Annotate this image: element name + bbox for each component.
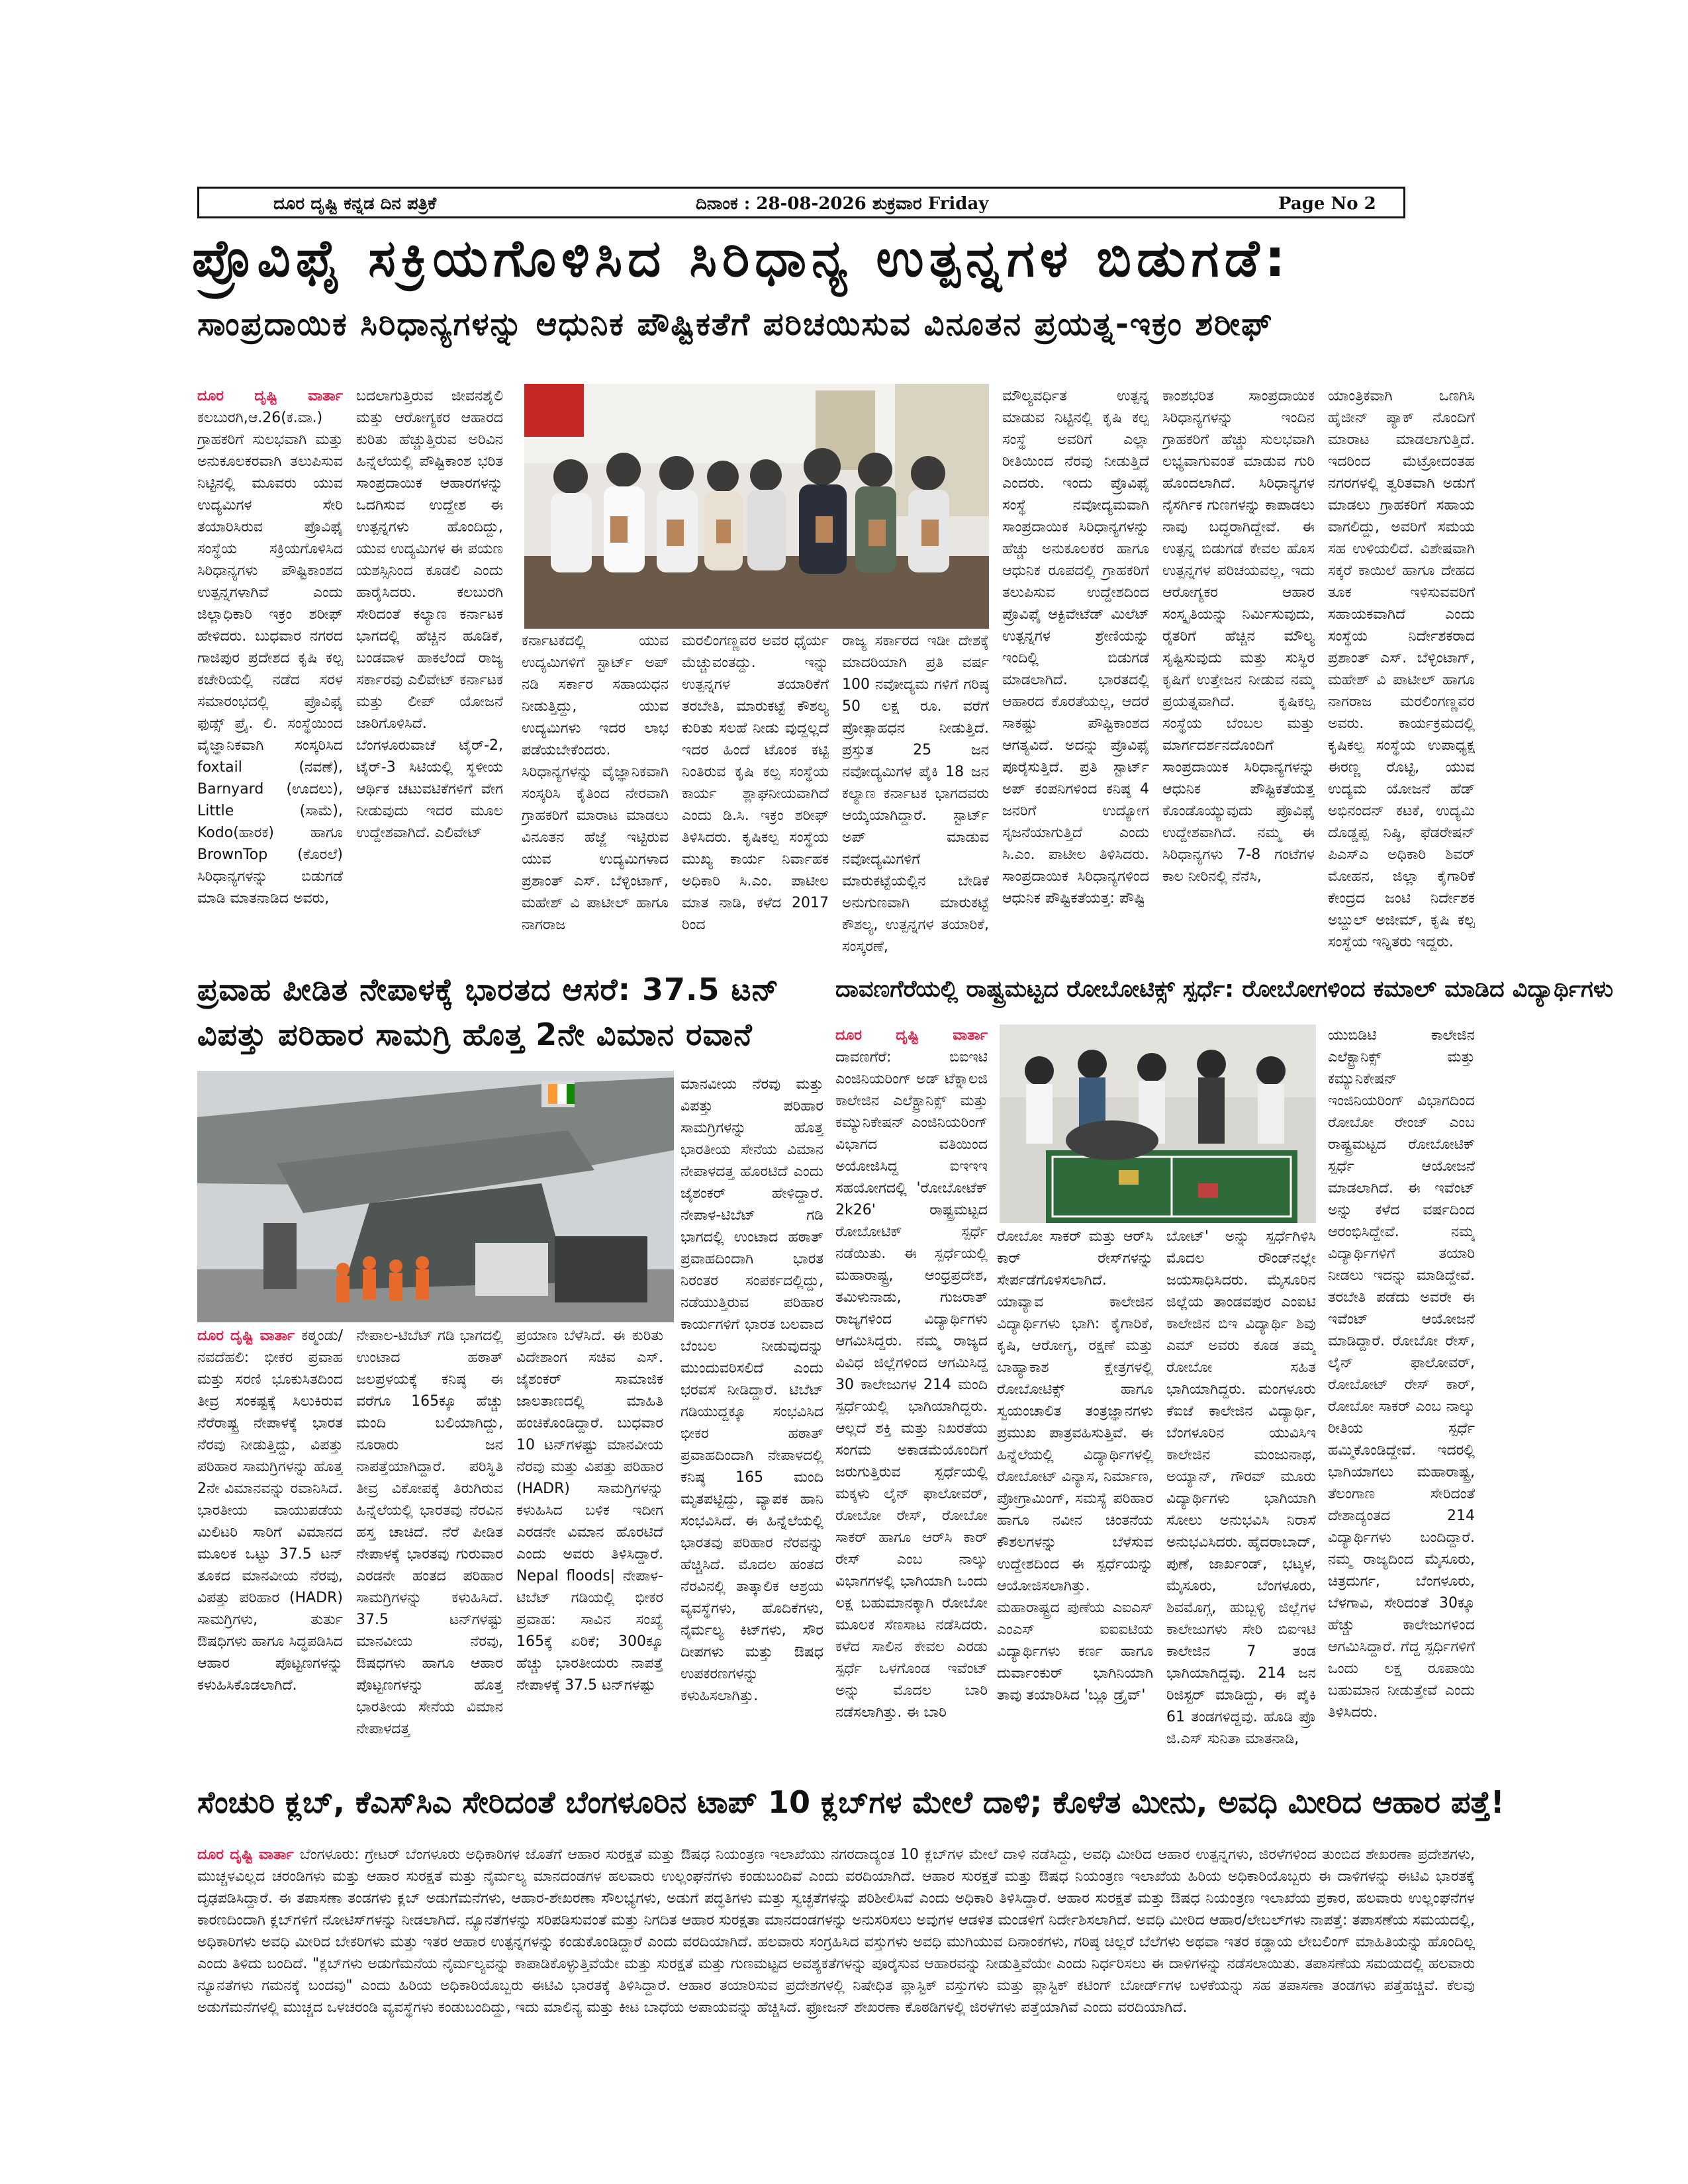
robotics-column-1: ದೂರ ದೃಷ್ಟಿ ವಾರ್ತಾ ದಾವಣಗೆರೆ: ಬಿಐಇಟಿ ಎಂಜಿನಿಯರಿಂಗ್ ಅಡ್ ಟೆಕ್ನಾಲಜಿ ಕಾಲೇಜಿನ ಎಲೆಕ್ಟ್ರಾನಿಕ್ಸ್ ಮತ್ತು ಕಮ್ಯುನಿಕೇಷನ್ ಎಂಜಿನಿಯರಿಂಗ್ ವಿಭಾಗದ ವತಿಯಿಂದ ಅಯೋಜಿಸಿದ್ದ ಐಇಇಇ ಸಹಯೋಗದಲ್ಲಿ 'ರೋಬೋಟೆಕ್ 2k26' ರಾಷ್ಟ್ರಮಟ್ಟದ ರೋಬೋಟಿಕ್ ಸ್ಪರ್ಧೆ ನಡೆಯಿತು. ಈ ಸ್ಪರ್ಧೆಯಲ್ಲಿ ಮಹಾರಾಷ್ಟ್ರ, ಆಂಧ್ರಪ್ರದೇಶ, ತಮಿಳುನಾಡು, ಗುಜರಾತ್ ರಾಜ್ಯಗಳಿಂದ ವಿದ್ಯಾರ್ಥಿಗಳು ಆಗಮಿಸಿದ್ದರು. ನಮ್ಮ ರಾಜ್ಯದ ವಿವಿಧ ಜಿಲ್ಲೆಗಳಿಂದ ಆಗಮಿಸಿದ್ದ 30 ಕಾಲೇಜುಗಳ 214 ಮಂದಿ ಸ್ಪರ್ಧೆಯಲ್ಲಿ ಭಾಗಿಯಾಗಿದ್ದರು. ಆಲ್ಲದೆ ಶಕ್ತಿ ಮತ್ತು ನಿಖರತೆಯ ಸಂಗಮ ಅಕಾಡಮೆಯೊಂದಿಗೆ ಜರುಗುತ್ತಿರುವ ಸ್ಪರ್ಧೆಯಲ್ಲಿ ಮಕ್ಕಳು ಲೈನ್ ಫಾಲೋವರ್, ರೋಬೋ ರೇಸ್, ರೋಬೋ ಸಾಕರ್ ಹಾಗೂ ಆರ್‌ಸಿ ಕಾರ್ ರೇಸ್ ಎಂಬ ನಾಲ್ಕು ವಿಭಾಗಗಳಲ್ಲಿ ಭಾಗಿಯಾಗಿ ಒಂದು ಲಕ್ಷ ಬಹುಮಾನಕ್ಕಾಗಿ ರೋಬೋ ಮೂಲಕ ಸೆಣಸಾಟ ನಡೆಸಿದರು. ಕಳೆದ ಸಾಲಿನ ಕೇವಲ ಎರಡು ಸ್ಪರ್ಧೆ ಒಳಗೊಂಡ ಇವೆಂಟ್ ಅನ್ನು ಮೊದಲ ಬಾರಿ ನಡೆಸಲಾಗಿತ್ತು. ಈ ಬಾರಿ	[835, 1027, 988, 1721]
robotics-byline: ದೂರ ದೃಷ್ಟಿ ವಾರ್ತಾ	[835, 1027, 988, 1044]
nepal-byline: ದೂರ ದೃಷ್ಟಿ ವಾರ್ತಾ	[197, 1328, 302, 1344]
lead-column-6: ಮೌಲ್ಯವರ್ಧಿತ ಉತ್ಪನ್ನ ಮಾಡುವ ನಿಟ್ಟಿನಲ್ಲಿ ಕೃಷಿ ಕಲ್ಪ ಸಂಸ್ಥೆ ಅವರಿಗೆ ಎಲ್ಲಾ ರೀತಿಯಿಂದ ನೆರವು ನೀಡುತ್ತಿದೆ ಎಂದರು. ಇಂದು ಪ್ರೊವಿಫೈ ಸಂಸ್ಥೆ ನವೋದ್ಯಮವಾಗಿ ಸಾಂಪ್ರದಾಯಿಕ ಸಿರಿಧಾನ್ಯಗಳನ್ನು ಹೆಚ್ಚು ಅನುಕೂಲಕರ ಹಾಗೂ ಆಧುನಿಕ ರೂಪದಲ್ಲಿ ಗ್ರಾಹಕರಿಗೆ ತಲುಪಿಸುವ ಉದ್ದೇಶದಿಂದ ಪ್ರೊವಿಫೈ ಆಕ್ಟಿವೇಟೆಡ್ ಮಿಲೆಟ್ ಉತ್ಪನ್ನಗಳ ಶ್ರೇಣಿಯನ್ನು ಇಂದಿಲ್ಲಿ ಬಿಡುಗಡೆ ಮಾಡಲಾಗಿದೆ. ಭಾರತದಲ್ಲಿ ಆಹಾರದ ಕೊರತೆಯಲ್ಲ, ಆದರೆ ಸಾಕಷ್ಟು ಪೌಷ್ಟಿಕಾಂಶದ ಆಗತ್ಯವಿದೆ. ಅದನ್ನು ಪ್ರೊವಿಫೈ ಪೂರೈಸುತ್ತಿದೆ. ಪ್ರತಿ ಸ್ಟಾರ್ಟ್ ಅಪ್ ಕಂಪನಿಗಳಿಂದ ಕನಿಷ್ಠ 4 ಜನರಿಗೆ ಉದ್ಯೋಗ ಸೃಜನೆಯಾಗುತ್ತಿದೆ ಎಂದು ಸಿ.ಎಂ. ಪಾಟೀಲ ತಿಳಿಸಿದರು. ಸಾಂಪ್ರದಾಯಿಕ ಸಿರಿಧಾನ್ಯಗಳಿಂದ ಆಧುನಿಕ ಪೌಷ್ಟಿಕತೆಯತ್ತ: ಪೌಷ್ಟಿ	[1002, 388, 1149, 907]
issue-date: ದಿನಾಂಕ : 28-08-2026 ಶುಕ್ರವಾರ Friday	[696, 194, 989, 214]
nepal-column-2: ನೇಪಾಲ-ಟಿಬೆಟ್ ಗಡಿ ಭಾಗದಲ್ಲಿ ಉಂಟಾದ ಹಠಾತ್ ಜಲಪ್ರಳಯಕ್ಕೆ ಕನಿಷ್ಠ ಈ ವರೆಗೂ 165ಕ್ಕೂ ಹೆಚ್ಚು ಮಂದಿ ಬಲಿಯಾಗಿದ್ದು, ನೂರಾರು ಜನ ನಾಪತ್ತೆಯಾಗಿದ್ದಾರೆ. ಪರಿಸ್ಥಿತಿ ತೀವ್ರ ವಿಕೋಪಕ್ಕೆ ತಿರುಗಿರುವ ಹಿನ್ನೆಲೆಯಲ್ಲಿ ಭಾರತವು ನೆರವಿನ ಹಸ್ತ ಚಾಚಿದೆ. ನೆರೆ ಪೀಡಿತ ನೇಪಾಳಕ್ಕೆ ಭಾರತವು ಗುರುವಾರ ಎರಡನೇ ಹಂತದ ಪರಿಹಾರ ಸಾಮಗ್ರಿಗಳನ್ನು ಕಳುಹಿಸಿದೆ. 37.5 ಟನ್‌ಗಳಷ್ಟು ಮಾನವೀಯ ನೆರವು, ಔಷಧಗಳು ಹಾಗೂ ಆಹಾರ ಪೊಟ್ಟಣಗಳನ್ನು ಹೊತ್ತ ಭಾರತೀಯ ಸೇನೆಯ ವಿಮಾನ ನೇಪಾಳದತ್ತ	[356, 1328, 503, 1737]
robotics-headline: ದಾವಣಗೆರೆಯಲ್ಲಿ ರಾಷ್ಟ್ರಮಟ್ಟದ ರೋಬೋಟಿಕ್ಸ್ ಸ್ಪರ್ಧೆ: ರೋಬೋಗಳಿಂದ ಕಮಾಲ್ ಮಾಡಿದ ವಿದ್ಯಾರ್ಥಿಗಳು	[835, 976, 1613, 1003]
robotics-column-2: ರೋಬೋ ಸಾಕರ್ ಮತ್ತು ಆರ್‌ಸಿ ಕಾರ್ ರೇಸ್‌ಗಳನ್ನು ಸೇರ್ಪಡೆಗೊಳಿಸಲಾಗಿದೆ. ಯಾವ್ಯಾವ ಕಾಲೇಜಿನ ವಿದ್ಯಾರ್ಥಿಗಳು ಭಾಗಿ: ಕೈಗಾರಿಕೆ, ಕೃಷಿ, ಆರೋಗ್ಯ, ರಕ್ಷಣೆ ಮತ್ತು ಬಾಹ್ಯಾಕಾಶ ಕ್ಷೇತ್ರಗಳಲ್ಲಿ ರೋಬೋಟಿಕ್ಸ್ ಹಾಗೂ ಸ್ವಯಂಚಾಲಿತ ತಂತ್ರಜ್ಞಾನಗಳು ಪ್ರಮುಖ ಪಾತ್ರವಹಿಸುತ್ತಿವೆ. ಈ ಹಿನ್ನೆಲೆಯಲ್ಲಿ ವಿದ್ಯಾರ್ಥಿಗಳಲ್ಲಿ ರೋಬೋಟ್ ವಿನ್ಯಾಸ, ನಿರ್ಮಾಣ, ಪ್ರೋಗ್ರಾಮಿಂಗ್, ಸಮಸ್ಯೆ ಪರಿಹಾರ ಹಾಗೂ ನವೀನ ಚಿಂತನೆಯ ಕೌಶಲಗಳನ್ನು ಬೆಳೆಸುವ ಉದ್ದೇಶದಿಂದ ಈ ಸ್ಪರ್ಧೆಯನ್ನು ಆಯೋಜಿಸಲಾಗಿತ್ತು. ಮಹಾರಾಷ್ಟ್ರದ ಪುಣೆಯ ಎಐಎಸ್ ಎಂಎಸ್ ಐಐಐಟಿಯ ವಿದ್ಯಾರ್ಥಿಗಳು ಕರ್ಣ ಹಾಗೂ ದುರ್ವಾಂಕುರ್ ಭಾಗಿನಿಯಾಗಿ ತಾವು ತಯಾರಿಸಿದ 'ಬ್ಲೂ ಡ್ರೈವ್'	[997, 1228, 1153, 1704]
lead-byline: ದೂರ ದೃಷ್ಟಿ ವಾರ್ತಾ	[197, 388, 343, 404]
relief-aircraft-photo	[197, 1071, 674, 1322]
lead-column-3: ಕರ್ನಾಟಕದಲ್ಲಿ ಯುವ ಉದ್ಯಮಿಗಳಿಗೆ ಸ್ಟಾರ್ಟ್ ಅಪ್ ನಡಿ ಸರ್ಕಾರ ಸಹಾಯಧನ ನೀಡುತ್ತಿದ್ದು, ಯುವ ಉದ್ಯಮಿಗಳು ಇದರ ಲಾಭ ಪಡೆಯಬೇಕೆಂದರು. ಸಿರಿಧಾನ್ಯಗಳನ್ನು ವೈಜ್ಞಾನಿಕವಾಗಿ ಸಂಸ್ಕರಿಸಿ ಕೈತಿಂದ ನೇರವಾಗಿ ಗ್ರಾಹಕರಿಗೆ ಮಾರಾಟ ಮಾಡಲು ವಿನೂತನ ಹೆಜ್ಜೆ ಇಟ್ಟಿರುವ ಯುವ ಉದ್ಯಮಿಗಳಾದ ಪ್ರಶಾಂತ್ ಎಸ್. ಬೆಳ್ಳಿಂಟಾಗ್, ಮಹೇಶ್ ವಿ ಪಾಟೀಲ್ ಹಾಗೂ ನಾಗರಾಜ	[522, 633, 669, 933]
masthead-bar	[197, 187, 1405, 218]
club-raid-headline: ಸೆಂಚುರಿ ಕ್ಲಬ್, ಕೆಎಸ್‌ಸಿಎ ಸೇರಿದಂತೆ ಬೆಂಗಳೂರಿನ ಟಾಪ್ 10 ಕ್ಲಬ್‌ಗಳ ಮೇಲೆ ದಾಳಿ; ಕೊಳೆತ ಮೀನು, ಅವಧಿ ಮೀರಿದ ಆಹಾರ ಪತ್ತೆ!	[197, 1784, 1505, 1820]
product-launch-photo	[524, 384, 989, 629]
robotics-competition-photo	[1000, 1024, 1316, 1223]
lead-column-1: ದೂರ ದೃಷ್ಟಿ ವಾರ್ತಾ ಕಲಬುರಗಿ,ಆ.26(ಕ.ವಾ.) ಗ್ರಾಹಕರಿಗೆ ಸುಲಭವಾಗಿ ಮತ್ತು ಅನುಕೂಲಕರವಾಗಿ ತಲುಪಿಸುವ ನಿಟ್ಟಿನಲ್ಲಿ ಮೂವರು ಯುವ ಉದ್ಯಮಿಗಳ ಸೇರಿ ತಯಾರಿಸಿರುವ ಪ್ರೊವಿಫೈ ಸಂಸ್ಥೆಯ ಸಕ್ರಿಯಗೊಳಿಸಿದ ಸಿರಿಧಾನ್ಯಗಳು ಪೌಷ್ಟಿಕಾಂಶದ ಉತ್ಪನ್ನಗಳಾಗಿವೆ ಎಂದು ಜಿಲ್ಲಾಧಿಕಾರಿ ಇಕ್ರಂ ಶರೀಫ್ ಹೇಳಿದರು. ಬುಧವಾರ ನಗರದ ಗಾಜಿಪುರ ಪ್ರದೇಶದ ಕೃಷಿ ಕಲ್ಪ ಕಚೇರಿಯಲ್ಲಿ ನಡೆದ ಸರಳ ಸಮಾರಂಭದಲ್ಲಿ ಪ್ರೊವಿಫೈ ಫುಡ್ಸ್ ಪ್ರೈ. ಲಿ. ಸಂಸ್ಥೆಯಿಂದ ವೈಜ್ಞಾನಿಕವಾಗಿ ಸಂಸ್ಕರಿಸಿದ foxtail (ನವಣೆ), Barnyard (ಊದಲು), Little (ಸಾಮೆ), Kodo(ಹಾರಕ) ಹಾಗೂ BrownTop (ಕೊರಲೆ) ಸಿರಿಧಾನ್ಯಗಳನ್ನು ಬಿಡುಗಡೆ ಮಾಡಿ ಮಾತನಾಡಿದ ಅವರು,	[197, 388, 343, 907]
lead-subheadline: ಸಾಂಪ್ರದಾಯಿಕ ಸಿರಿಧಾನ್ಯಗಳನ್ನು ಆಧುನಿಕ ಪೌಷ್ಟಿಕತೆಗೆ ಪರಿಚಯಿಸುವ ವಿನೂತನ ಪ್ರಯತ್ನ-ಇಕ್ರಂ ಶರೀಫ್	[197, 306, 1274, 343]
robotics-column-3: ಬೋಟ್' ಅನ್ನು ಸ್ಪರ್ಧೆಗಿಳಿಸಿ ಮೊದಲ ರೌಂಡ್‌ನಲ್ಲೇ ಜಯಸಾಧಿಸಿದರು. ಮೈಸೂರಿನ ಜಿಲ್ಲೆಯ ತಾಂಡವಪುರ ಎಂಐಟಿ ಕಾಲೇಜಿನ ಬಿಇ ವಿದ್ಯಾರ್ಥಿ ಶಿವು ಎಮ್ ಅವರು ಕೂಡ ತಮ್ಮ ರೋಬೋ ಸಹಿತ ಭಾಗಿಯಾಗಿದ್ದರು. ಮಂಗಳೂರು ಕೆಐಜೆ ಕಾಲೇಜಿನ ವಿದ್ಯಾರ್ಥಿ, ಬೆಂಗಳೂರಿನ ಯುವಿಸಿಇ ಕಾಲೇಜಿನ ಮಂಜುನಾಥ, ಅಯ್ಯಾನ್, ಗೌರವ್ ಮೂರು ವಿದ್ಯಾರ್ಥಿಗಳು ಭಾಗಿಯಾಗಿ ಸೋಲು ಅನುಭವಿಸಿ ನಿರಾಸೆ ಅನುಭವಿಸಿದರು. ಹೈದರಾಬಾದ್, ಪುಣೆ, ಜಾರ್ಖಂಡ್, ಭಟ್ಕಳ, ಮೈಸೂರು, ಬೆಂಗಳೂರು, ಶಿವಮೊಗ್ಗ, ಹುಬ್ಬಳ್ಳಿ ಜಿಲ್ಲೆಗಳ ಕಾಲೇಜುಗಳು ಸೇರಿ ಬಿಐಇಟಿ ಕಾಲೇಜಿನ 7 ತಂಡ ಭಾಗಿಯಾಗಿದ್ದವು. 214 ಜನ ರಿಜಿಸ್ಟರ್ ಮಾಡಿದ್ದು, ಈ ಪೈಕಿ 61 ತಂಡಗಳಿದ್ದವು. ಹೊಡಿ ಪ್ರೊ ಜಿ.ಎಸ್ ಸುನಿತಾ ಮಾತನಾಡಿ,	[1166, 1228, 1316, 1747]
club-raid-byline: ದೂರ ದೃಷ್ಟಿ ವಾರ್ತಾ	[197, 1846, 300, 1863]
page-number: Page No 2	[1278, 194, 1376, 214]
lead-column-5: ರಾಜ್ಯ ಸರ್ಕಾರದ ಇಡೀ ದೇಶಕ್ಕೆ ಮಾದರಿಯಾಗಿ ಪ್ರತಿ ವರ್ಷ 100 ನವೋದ್ಯಮ ಗಳಿಗೆ ಗರಿಷ್ಠ 50 ಲಕ್ಷ ರೂ. ವರೆಗೆ ಪ್ರೋತ್ಸಾಹಧನ ನೀಡುತ್ತಿದೆ. ಪ್ರಸ್ತುತ 25 ಜನ ನವೋದ್ಯಮಿಗಳ ಪೈಕಿ 18 ಜನ ಕಲ್ಯಾಣ ಕರ್ನಾಟಕ ಭಾಗದವರು ಆಯ್ಕೆಯಾಗಿದ್ದಾರೆ. ಸ್ಟಾರ್ಟ್ ಅಪ್ ಮಾಡುವ ನವೋದ್ಯಮಿಗಳಿಗೆ ಮಾರುಕಟ್ಟೆಯಲ್ಲಿನ ಬೇಡಿಕೆ ಅನುಗುಣವಾಗಿ ಮಾರುಕಟ್ಟೆ ಕೌಶಲ್ಯ, ಉತ್ಪನ್ನಗಳ ತಯಾರಿಕೆ, ಸಂಸ್ಕರಣೆ,	[842, 633, 989, 955]
lead-column-4: ಮರಲಿಂಗಣ್ಣವರ ಅವರ ಧೈರ್ಯ ಮೆಚ್ಚುವಂತದ್ದು. ಇನ್ನು ಉತ್ಪನ್ನಗಳ ತಯಾರಿಕೆಗೆ ತರಬೇತಿ, ಮಾರುಕಟ್ಟೆ ಕೌಶಲ್ಯ ಕುರಿತು ಸಲಹೆ ನೀಡು ವುದ್ದಲ್ಲದೆ ಇದರ ಹಿಂದೆ ಟೊಂಕ ಕಟ್ಟಿ ನಿಂತಿರುವ ಕೃಷಿ ಕಲ್ಪ ಸಂಸ್ಥೆಯ ಕಾರ್ಯ ಶ್ಲಾಘನೀಯವಾಗಿದೆ ಎಂದು ಡಿ.ಸಿ. ಇಕ್ರಂ ಶರೀಫ್ ತಿಳಿಸಿದರು. ಕೃಷಿಕಲ್ಪ ಸಂಸ್ಥೆಯ ಮುಖ್ಯ ಕಾರ್ಯ ನಿರ್ವಾಹಕ ಅಧಿಕಾರಿ ಸಿ.ಎಂ. ಪಾಟೀಲ ಮಾತ ನಾಡಿ, ಕಳೆದ 2017 ರಿಂದ	[682, 633, 829, 933]
nepal-column-4: ಮಾನವೀಯ ನೆರವು ಮತ್ತು ವಿಪತ್ತು ಪರಿಹಾರ ಸಾಮಗ್ರಿಗಳನ್ನು ಹೊತ್ತ ಭಾರತೀಯ ಸೇನೆಯ ವಿಮಾನ ನೇಪಾಳದತ್ತ ಹೊರಟಿದೆ ಎಂದು ಜೈಶಂಕರ್ ಹೇಳಿದ್ದಾರೆ. ನೇಪಾಳ-ಟಿಬೆಟ್ ಗಡಿ ಭಾಗದಲ್ಲಿ ಉಂಟಾದ ಹಠಾತ್ ಪ್ರವಾಹದಿಂದಾಗಿ ಭಾರತ ನಿರಂತರ ಸಂಪರ್ಕದಲ್ಲಿದ್ದು, ನಡೆಯುತ್ತಿರುವ ಪರಿಹಾರ ಕಾರ್ಯಗಳಿಗೆ ಭಾರತ ಬಲವಾದ ಬೆಂಬಲ ನೀಡುವುದನ್ನು ಮುಂದುವರಿಸಲಿದೆ ಎಂದು ಭರವಸೆ ನೀಡಿದ್ದಾರೆ. ಟಿಬೆಟ್ ಗಡಿಯುದ್ದಕ್ಕೂ ಸಂಭವಿಸಿದ ಭೀಕರ ಹಠಾತ್ ಪ್ರವಾಹದಿಂದಾಗಿ ನೇಪಾಳದಲ್ಲಿ ಕನಿಷ್ಠ 165 ಮಂದಿ ಮೃತಪಟ್ಟಿದ್ದು, ವ್ಯಾಪಕ ಹಾನಿ ಸಂಭವಿಸಿದೆ. ಈ ಹಿನ್ನೆಲೆಯಲ್ಲಿ ಭಾರತವು ಪರಿಹಾರ ನೆರವನ್ನು ಹೆಚ್ಚಿಸಿದೆ. ಮೊದಲ ಹಂತದ ನೆರವಿನಲ್ಲಿ ತಾತ್ಕಾಲಿಕ ಆಶ್ರಯ ವ್ಯವಸ್ಥೆಗಳು, ಹೊದಿಕೆಗಳು, ನೈರ್ಮಲ್ಯ ಕಿಟ್‌ಗಳು, ಸೌರ ದೀಪಗಳು ಮತ್ತು ಔಷಧ ಉಪಕರಣಗಳನ್ನು ಕಳುಹಿಸಲಾಗಿತ್ತು.	[680, 1076, 823, 1704]
club-raid-article: ದೂರ ದೃಷ್ಟಿ ವಾರ್ತಾ ಬೆಂಗಳೂರು: ಗ್ರೇಟರ್ ಬೆಂಗಳೂರು ಅಧಿಕಾರಿಗಳ ಜೊತೆಗೆ ಆಹಾರ ಸುರಕ್ಷತೆ ಮತ್ತು ಔಷಧ ನಿಯಂತ್ರಣ ಇಲಾಖೆಯು ನಗರದಾದ್ಯಂತ 10 ಕ್ಲಬ್‌ಗಳ ಮೇಲೆ ದಾಳಿ ನಡೆಸಿದ್ದು, ಅವಧಿ ಮೀರಿದ ಆಹಾರ ಉತ್ಪನ್ನಗಳು, ಜಿರಳೆಗಳಿಂದ ತುಂಬಿದ ಶೇಖರಣಾ ಪ್ರದೇಶಗಳು, ಮುಚ್ಚಳವಿಲ್ಲದ ಚರಂಡಿಗಳು ಮತ್ತು ಆಹಾರ ಸುರಕ್ಷತೆ ಮತ್ತು ನೈರ್ಮಲ್ಯ ಮಾನದಂಡಗಳ ಹಲವಾರು ಉಲ್ಲಂಘನೆಗಳು ಕಂಡುಬಂದಿವೆ ಎಂದು ವರದಿಯಾಗಿದೆ. ಆಹಾರ ಸುರಕ್ಷತೆ ಮತ್ತು ಔಷಧ ನಿಯಂತ್ರಣ ಇಲಾಖೆಯ ಹಿರಿಯ ಅಧಿಕಾರಿಯೊಬ್ಬರು ಈ ದಾಳಿಗಳನ್ನು ಈಟಿವಿ ಭಾರತಕ್ಕೆ ದೃಢಪಡಿಸಿದ್ದಾರೆ. ಈ ತಪಾಸಣಾ ತಂಡಗಳು ಕ್ಲಬ್ ಅಡುಗೆಮನೆಗಳು, ಆಹಾರ-ಶೇಖರಣಾ ಸೌಲಭ್ಯಗಳು, ಅಡುಗೆ ಪದ್ಧತಿಗಳು ಮತ್ತು ಸ್ವಚ್ಛತೆಗಳನ್ನು ಪರಿಶೀಲಿಸಿವೆ ಎಂದು ಅಧಿಕಾರಿ ತಿಳಿಸಿದ್ದಾರೆ. ಆಹಾರ ಸುರಕ್ಷತೆ ಮತ್ತು ಔಷಧ ನಿಯಂತ್ರಣ ಇಲಾಖೆಯ ಪ್ರಕಾರ, ಹಲವಾರು ಉಲ್ಲಂಘನೆಗಳ ಕಾರಣದಿಂದಾಗಿ ಕ್ಲಬ್‌ಗಳಿಗೆ ನೋಟಿಸ್‌ಗಳನ್ನು ನೀಡಲಾಗಿದೆ. ನ್ಯೂನತೆಗಳನ್ನು ಸರಿಪಡಿಸುವಂತೆ ಮತ್ತು ನಿಗದಿತ ಆಹಾರ ಸುರಕ್ಷತಾ ಮಾನದಂಡಗಳನ್ನು ಅನುಸರಿಸಲು ಅವುಗಳ ಆಡಳಿತ ಮಂಡಳಿಗೆ ನಿರ್ದೇಶಿಸಲಾಗಿದೆ. ಅವಧಿ ಮೀರಿದ ಆಹಾರ/ಲೇಬಲ್‌ಗಳು ನಾಪತ್ತೆ: ತಪಾಸಣೆಯ ಸಮಯದಲ್ಲಿ, ಅಧಿಕಾರಿಗಳು ಅವಧಿ ಮೀರಿದ ಬೇಕರಿಗಳು ಮತ್ತು ಇತರ ಆಹಾರ ಉತ್ಪನ್ನಗಳನ್ನು ಕಂಡುಕೊಂಡಿದ್ದಾರೆ ಎಂದು ವರದಿಯಾಗಿದೆ. ಹಲವಾರು ಸಂಗ್ರಹಿಸಿದ ವಸ್ತುಗಳು ಅವಧಿ ಮುಗಿಯುವ ದಿನಾಂಕಗಳು, ಗರಿಷ್ಠ ಚಿಲ್ಲರೆ ಬೆಲೆಗಳು ಅಥವಾ ಇತರ ಕಡ್ಡಾಯ ಲೇಬಲಿಂಗ್ ಮಾಹಿತಿಯನ್ನು ಹೊಂದಿಲ್ಲ ಎಂದು ತಿಳಿದು ಬಂದಿದೆ. "ಕ್ಲಬ್‌ಗಳು ಅಡುಗೆಮನೆಯ ನೈರ್ಮಲ್ಯವನ್ನು ಕಾಪಾಡಿಕೊಳ್ಳುತ್ತಿವೆಯೇ ಮತ್ತು ಸುರಕ್ಷತೆ ಮತ್ತು ಗುಣಮಟ್ಟದ ಅವಶ್ಯಕತೆಗಳನ್ನು ಪೂರೈಸುವ ಆಹಾರವನ್ನು ನೀಡುತ್ತಿವೆಯೇ ಎಂದು ನಿರ್ಧರಿಸಲು ಈ ದಾಳಿಗಳನ್ನು ನಡೆಸಲಾಯಿತು. ತಪಾಸಣೆಯ ಸಮಯದಲ್ಲಿ ಹಲವಾರು ನ್ಯೂನತೆಗಳು ಗಮನಕ್ಕೆ ಬಂದವು" ಎಂದು ಹಿರಿಯ ಅಧಿಕಾರಿಯೊಬ್ಬರು ಈಟಿವಿ ಭಾರತಕ್ಕೆ ತಿಳಿಸಿದ್ದಾರೆ. ಆಹಾರ ತಯಾರಿಸುವ ಪ್ರದೇಶಗಳಲ್ಲಿ ನಿಷೇಧಿತ ಪ್ಲಾಸ್ಟಿಕ್ ವಸ್ತುಗಳು ಮತ್ತು ಪ್ಲಾಸ್ಟಿಕ್ ಕಟಿಂಗ್ ಬೋರ್ಡ್‌ಗಳ ಬಳಕೆಯನ್ನು ಸಹ ತಪಾಸಣಾ ತಂಡಗಳು ಪತ್ತೆಹಚ್ಚಿವೆ. ಕೆಲವು ಅಡುಗೆಮನೆಗಳಲ್ಲಿ ಮುಚ್ಚದ ಒಳಚರಂಡಿ ವ್ಯವಸ್ಥೆಗಳು ಕಂಡುಬಂದಿದ್ದು, ಇದು ಮಾಲಿನ್ಯ ಮತ್ತು ಕೀಟ ಬಾಧೆಯ ಅಪಾಯವನ್ನು ಹೆಚ್ಚಿಸಿದೆ. ಫ್ರೋಜನ್ ಶೇಖರಣಾ ಕೊಠಡಿಗಳಲ್ಲಿ ಜಿರಳೆಗಳು ಪತ್ತೆಯಾಗಿವೆ ಎಂದು ವರದಿಯಾಗಿದೆ.	[197, 1846, 1475, 2016]
nepal-column-1: ದೂರ ದೃಷ್ಟಿ ವಾರ್ತಾ ಕಠ್ಮಂಡು/ನವದೆಹಲಿ: ಭೀಕರ ಪ್ರವಾಹ ಮತ್ತು ಸರಣಿ ಭೂಕುಸಿತದಿಂದ ತೀವ್ರ ಸಂಕಷ್ಟಕ್ಕೆ ಸಿಲುಕಿರುವ ನೆರೆರಾಷ್ಟ್ರ ನೇಪಾಳಕ್ಕೆ ಭಾರತ ನೆರವು ನೀಡುತ್ತಿದ್ದು, ವಿಪತ್ತು ಪರಿಹಾರ ಸಾಮಗ್ರಿಗಳನ್ನು ಹೊತ್ತ 2ನೇ ವಿಮಾನವನ್ನು ರವಾನಿಸಿದೆ. ಭಾರತೀಯ ವಾಯುಪಡೆಯ ಮಿಲಿಟರಿ ಸಾರಿಗೆ ವಿಮಾನದ ಮೂಲಕ ಒಟ್ಟು 37.5 ಟನ್ ತೂಕದ ಮಾನವೀಯ ನೆರವು, ವಿಪತ್ತು ಪರಿಹಾರ (HADR) ಸಾಮಗ್ರಿಗಳು, ತುರ್ತು ಔಷಧಿಗಳು ಹಾಗೂ ಸಿದ್ಧಪಡಿಸಿದ ಆಹಾರ ಪೊಟ್ಟಣಗಳನ್ನು ಕಳುಹಿಸಿಕೊಡಲಾಗಿದೆ.	[197, 1328, 343, 1694]
nepal-headline-line1: ಪ್ರವಾಹ ಪೀಡಿತ ನೇಪಾಳಕ್ಕೆ ಭಾರತದ ಆಸರೆ: 37.5 ಟನ್	[197, 972, 780, 1007]
nepal-headline-line2: ವಿಪತ್ತು ಪರಿಹಾರ ಸಾಮಗ್ರಿ ಹೊತ್ತ 2ನೇ ವಿಮಾನ ರವಾನೆ	[197, 1017, 753, 1052]
lead-column-8: ಯಾಂತ್ರಿಕವಾಗಿ ಒಣಗಿಸಿ ಹೈಜೀನ್ ಪ್ಯಾಕ್ ನೊಂದಿಗೆ ಮಾರಾಟ ಮಾಡಲಾಗುತ್ತಿದೆ. ಇದರಿಂದ ಮೆಟ್ರೋದಂತಹ ನಗರಗಳಲ್ಲಿ ತ್ವರಿತವಾಗಿ ಅಡುಗೆ ಮಾಡಲು ಗ್ರಾಹಕರಿಗೆ ಸಹಾಯ ವಾಗಲಿದ್ದು, ಅವರಿಗೆ ಸಮಯ ಸಹ ಉಳಿಯಲಿದೆ. ವಿಶೇಷವಾಗಿ ಸಕ್ಕರೆ ಕಾಯಿಲೆ ಹಾಗೂ ದೇಹದ ತೂಕ ಇಳಿಸುವವರಿಗೆ ಸಹಾಯಕವಾಗಿದೆ ಎಂದು ಸಂಸ್ಥೆಯ ನಿರ್ದೇಶಕರಾದ ಪ್ರಶಾಂತ್ ಎಸ್. ಬೆಳ್ಳಿಂಟಾಗ್, ಮಹೇಶ್ ವಿ ಪಾಟೀಲ್ ಹಾಗೂ ನಾಗರಾಜ ಮರಲಿಂಗಣ್ಣವರ ಅವರು. ಕಾರ್ಯಕ್ರಮದಲ್ಲಿ ಕೃಷಿಕಲ್ಪ ಸಂಸ್ಥೆಯ ಉಪಾಧ್ಯಕ್ಷ ಈರಣ್ಣ ರೊಟ್ಟಿ, ಯುವ ಉದ್ಯಮ ಯೋಜನೆ ಹೆಡ್ ಅಭಿನಂದನ್ ಕಟಕೆ, ಉದ್ಯಮಿ ದೊಡ್ಡಪ್ಪ ನಿಷ್ಠಿ, ಫೆಡರೇಷನ್ ಪಿಎಸ್ಎ ಅಧಿಕಾರಿ ಶಿವರ್ ಮೋಹನ, ಜಿಲ್ಲಾ ಕೈಗಾರಿಕೆ ಕೇಂದ್ರದ ಜಂಟಿ ನಿರ್ದೇಶಕ ಅಬ್ದುಲ್ ಅಜೀಮ್, ಕೃಷಿ ಕಲ್ಪ ಸಂಸ್ಥೆಯ ಇನ್ನಿತರು ಇದ್ದರು.	[1328, 388, 1475, 950]
lead-headline: ಪ್ರೊವಿಫೈ ಸಕ್ರಿಯಗೊಳಿಸಿದ ಸಿರಿಧಾನ್ಯ ಉತ್ಪನ್ನಗಳ ಬಿಡುಗಡೆ:	[192, 229, 1291, 289]
newspaper-name: ದೂರ ದೃಷ್ಟಿ ಕನ್ನಡ ದಿನ ಪತ್ರಿಕೆ	[273, 194, 437, 214]
robotics-column-4: ಯುಬಿಡಿಟಿ ಕಾಲೇಜಿನ ಎಲೆಕ್ಟ್ರಾನಿಕ್ಸ್ ಮತ್ತು ಕಮ್ಯುನಿಕೇಷನ್ ಇಂಜಿನಿಯರಿಂಗ್ ವಿಭಾಗದಿಂದ ರೋಬೋ ರೇಂಜ್ ಎಂಬ ರಾಷ್ಟ್ರಮಟ್ಟದ ರೋಬೋಟಿಕ್ ಸ್ಪರ್ಧೆ ಆಯೋಜನೆ ಮಾಡಲಾಗಿದೆ. ಈ ಇವೆಂಟ್ ಅನ್ನು ಕಳೆದ ವರ್ಷದಿಂದ ಆರಂಭಿಸಿದ್ದೇವೆ. ನಮ್ಮ ವಿದ್ಯಾರ್ಥಿಗಳಿಗೆ ತಯಾರಿ ನೀಡಲು ಇದನ್ನು ಮಾಡಿದ್ದೇವೆ. ತರಬೇತಿ ಪಡೆದು ಅವರೇ ಈ ಇವೆಂಟ್ ಆಯೋಜನೆ ಮಾಡಿದ್ದಾರೆ. ರೋಬೋ ರೇಸ್, ಲೈನ್ ಫಾಲೋವರ್, ರೋಬೋಟ್ ರೇಸ್ ಕಾರ್, ರೋಬೋ ಸಾಕರ್ ಎಂಬ ನಾಲ್ಕು ರೀತಿಯ ಸ್ಪರ್ಧೆ ಹಮ್ಮಿಕೊಂಡಿದ್ದೇವೆ. ಇದರಲ್ಲಿ ಭಾಗಿಯಾಗಲು ಮಹಾರಾಷ್ಟ್ರ, ತೆಲಂಗಾಣ ಸೇರಿದಂತೆ ದೇಶಾದ್ಯಂತದ 214 ವಿದ್ಯಾರ್ಥಿಗಳು ಬಂದಿದ್ದಾರೆ. ನಮ್ಮ ರಾಜ್ಯದಿಂದ ಮೈಸೂರು, ಚಿತ್ರದುರ್ಗ, ಬೆಂಗಳೂರು, ಬೆಳಗಾವಿ, ಸೇರಿದಂತೆ 30ಕ್ಕೂ ಹೆಚ್ಚು ಕಾಲೇಜುಗಳಿಂದ ಆಗಮಿಸಿದ್ದಾರೆ. ಗೆದ್ದ ಸ್ಪರ್ಧಿಗಳಿಗೆ ಒಂದು ಲಕ್ಷ ರೂಪಾಯಿ ಬಹುಮಾನ ನೀಡುತ್ತೇವೆ ಎಂದು ತಿಳಿಸಿದರು.	[1328, 1027, 1475, 1721]
nepal-column-3: ಪ್ರಯಾಣ ಬೆಳೆಸಿದೆ. ಈ ಕುರಿತು ವಿದೇಶಾಂಗ ಸಚಿವ ಎಸ್. ಜೈಶಂಕರ್ ಸಾಮಾಜಿಕ ಜಾಲತಾಣದಲ್ಲಿ ಮಾಹಿತಿ ಹಂಚಿಕೊಂಡಿದ್ದಾರೆ. ಬುಧವಾರ 10 ಟನ್‌ಗಳಷ್ಟು ಮಾನವೀಯ ನೆರವು ಮತ್ತು ವಿಪತ್ತು ಪರಿಹಾರ (HADR) ಸಾಮಗ್ರಿಗಳನ್ನು ಕಳುಹಿಸಿದ ಬಳಿಕ ಇದೀಗ ಎರಡನೇ ವಿಮಾನ ಹೊರಟಿದೆ ಎಂದು ಅವರು ತಿಳಿಸಿದ್ದಾರೆ. Nepal floods| ನೇಪಾಳ-ಟಿಬೆಟ್ ಗಡಿಯಲ್ಲಿ ಭೀಕರ ಪ್ರವಾಹ: ಸಾವಿನ ಸಂಖ್ಯೆ 165ಕ್ಕೆ ಏರಿಕೆ; 300ಕ್ಕೂ ಹೆಚ್ಚು ಭಾರತೀಯರು ನಾಪತ್ತೆ ನೇಪಾಳಕ್ಕೆ 37.5 ಟನ್‌ಗಳಷ್ಟು	[516, 1328, 663, 1694]
lead-column-7: ಕಾಂಶಭರಿತ ಸಾಂಪ್ರದಾಯಿಕ ಸಿರಿಧಾನ್ಯಗಳನ್ನು ಇಂದಿನ ಗ್ರಾಹಕರಿಗೆ ಹೆಚ್ಚು ಸುಲಭವಾಗಿ ಲಭ್ಯವಾಗುವಂತೆ ಮಾಡುವ ಗುರಿ ಹೊಂದಲಾಗಿದೆ. ಸಿರಿಧಾನ್ಯಗಳ ನೈಸರ್ಗಿಕ ಗುಣಗಳನ್ನು ಕಾಪಾಡಲು ನಾವು ಬದ್ಧರಾಗಿದ್ದೇವೆ. ಈ ಉತ್ಪನ್ನ ಬಿಡುಗಡೆ ಕೇವಲ ಹೊಸ ಉತ್ಪನ್ನಗಳ ಪರಿಚಯವಲ್ಲ, ಇದು ಆರೋಗ್ಯಕರ ಆಹಾರ ಸಂಸ್ಕೃತಿಯನ್ನು ನಿರ್ಮಿಸುವುದು, ರೈತರಿಗೆ ಹೆಚ್ಚಿನ ಮೌಲ್ಯ ಸೃಷ್ಟಿಸುವುದು ಮತ್ತು ಸುಸ್ಥಿರ ಕೃಷಿಗೆ ಉತ್ತೇಜನ ನೀಡುವ ನಮ್ಮ ಪ್ರಯತ್ನವಾಗಿದೆ. ಕೃಷಿಕಲ್ಪ ಸಂಸ್ಥೆಯ ಬೆಂಬಲ ಮತ್ತು ಮಾರ್ಗದರ್ಶನದೊಂದಿಗೆ ಸಾಂಪ್ರದಾಯಿಕ ಸಿರಿಧಾನ್ಯಗಳನ್ನು ಆಧುನಿಕ ಪೌಷ್ಟಿಕತೆಯತ್ತ ಕೊಂಡೊಯ್ಯುವುದು ಪ್ರೊವಿಫೈ ಉದ್ದೇಶವಾಗಿದೆ. ನಮ್ಮ ಈ ಸಿರಿಧಾನ್ಯಗಳು 7-8 ಗಂಟೆಗಳ ಕಾಲ ನೀರಿನಲ್ಲಿ ನೆನೆಸಿ,	[1162, 388, 1315, 885]
lead-column-2: ಬದಲಾಗುತ್ತಿರುವ ಜೀವನಶೈಲಿ ಮತ್ತು ಆರೋಗ್ಯಕರ ಆಹಾರದ ಕುರಿತು ಹೆಚ್ಚುತ್ತಿರುವ ಅರಿವಿನ ಹಿನ್ನೆಲೆಯಲ್ಲಿ ಪೌಷ್ಟಿಕಾಂಶ ಭರಿತ ಸಾಂಪ್ರದಾಯಿಕ ಆಹಾರಗಳನ್ನು ಒದಗಿಸುವ ಉದ್ದೇಶ ಈ ಉತ್ಪನ್ನಗಳು ಹೊಂದಿದ್ದು, ಯುವ ಉದ್ಯಮಿಗಳ ಈ ಪಯಣ ಯಶಸ್ಸಿನಿಂದ ಕೂಡಲಿ ಎಂದು ಹಾರೈಸಿದರು. ಕಲಬುರಗಿ ಸೇರಿದಂತೆ ಕಲ್ಯಾಣ ಕರ್ನಾಟಕ ಭಾಗದಲ್ಲಿ ಹೆಚ್ಚಿನ ಹೂಡಿಕೆ, ಬಂಡವಾಳ ಹಾಕಲೆಂದೆ ರಾಜ್ಯ ಸರ್ಕಾರವು ಎಲಿವೇಟ್ ಕರ್ನಾಟಕ ಮತ್ತು ಲೀಪ್ ಯೋಜನೆ ಜಾರಿಗೊಳಿಸಿದೆ. ಬೆಂಗಳೂರುವಾಚೆ ಟೈರ್-2, ಟೈರ್-3 ಸಿಟಿಯಲ್ಲಿ ಸ್ಥಳೀಯ ಆರ್ಥಿಕ ಚಟುವಟಿಕೆಗಳಿಗೆ ವೇಗ ನೀಡುವುದು ಇದರ ಮೂಲ ಉದ್ದೇಶವಾಗಿದೆ. ಎಲಿವೇಟ್	[356, 388, 503, 841]
